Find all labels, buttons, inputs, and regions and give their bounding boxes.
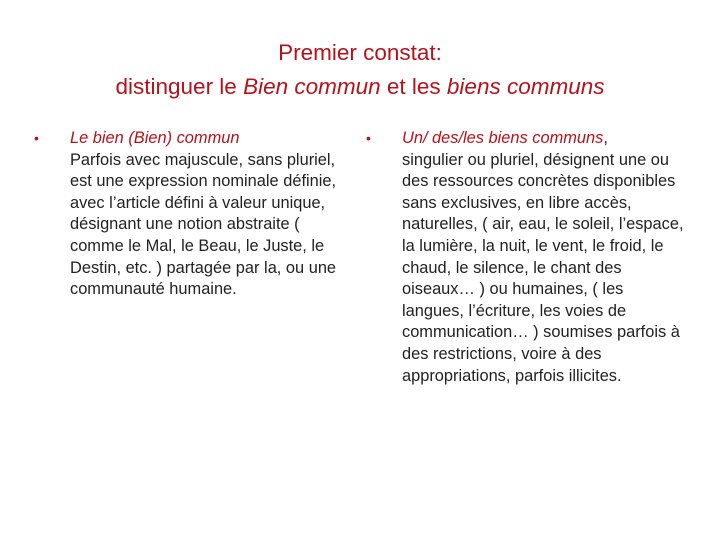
bullet-body: Parfois avec majuscule, sans pluriel, est une expression nominale définie, avec l’article défini à valeur unique, désignant une notion abstraite ( comme le Mal, le Beau, le Juste, le Destin, etc. ) partagée par la, ou une communauté humaine. — [70, 150, 337, 299]
bullet-dot-icon: • — [34, 130, 39, 146]
bullet-dot-icon: • — [366, 130, 371, 146]
right-column — [366, 128, 686, 387]
slide-title — [0, 36, 720, 104]
bullet-heading: Le bien (Bien) commun — [70, 129, 240, 147]
left-column — [34, 128, 352, 301]
bullet-heading-comma: , — [603, 129, 608, 147]
bullet-item-biens-communs — [366, 128, 686, 387]
bullet-heading: Un/ des/les biens communs — [402, 129, 604, 147]
title-emphasis-biens-communs: biens communs — [446, 74, 605, 99]
title-line-2-prefix: distinguer le — [115, 74, 244, 99]
title-line-2 — [0, 70, 720, 104]
bullet-body: singulier ou pluriel, désignent une ou des ressources concrètes disponibles sans exclusives, en libre accès, naturelles, ( air, eau, le soleil, l’espace, la lumière, la nuit, le vent, le froid, le chaud, le silence, le chant des oiseaux… ) ou humaines, ( les langues, l’écriture, les voies de communication… ) soumises parfois à des restrictions, voire à des appropriations, parfois illicites. — [402, 150, 684, 385]
title-line-2-mid: et les — [380, 74, 447, 99]
title-line-1: Premier constat: — [278, 40, 442, 65]
title-emphasis-bien-commun: Bien commun — [243, 74, 381, 99]
bullet-item-bien-commun — [34, 128, 352, 301]
